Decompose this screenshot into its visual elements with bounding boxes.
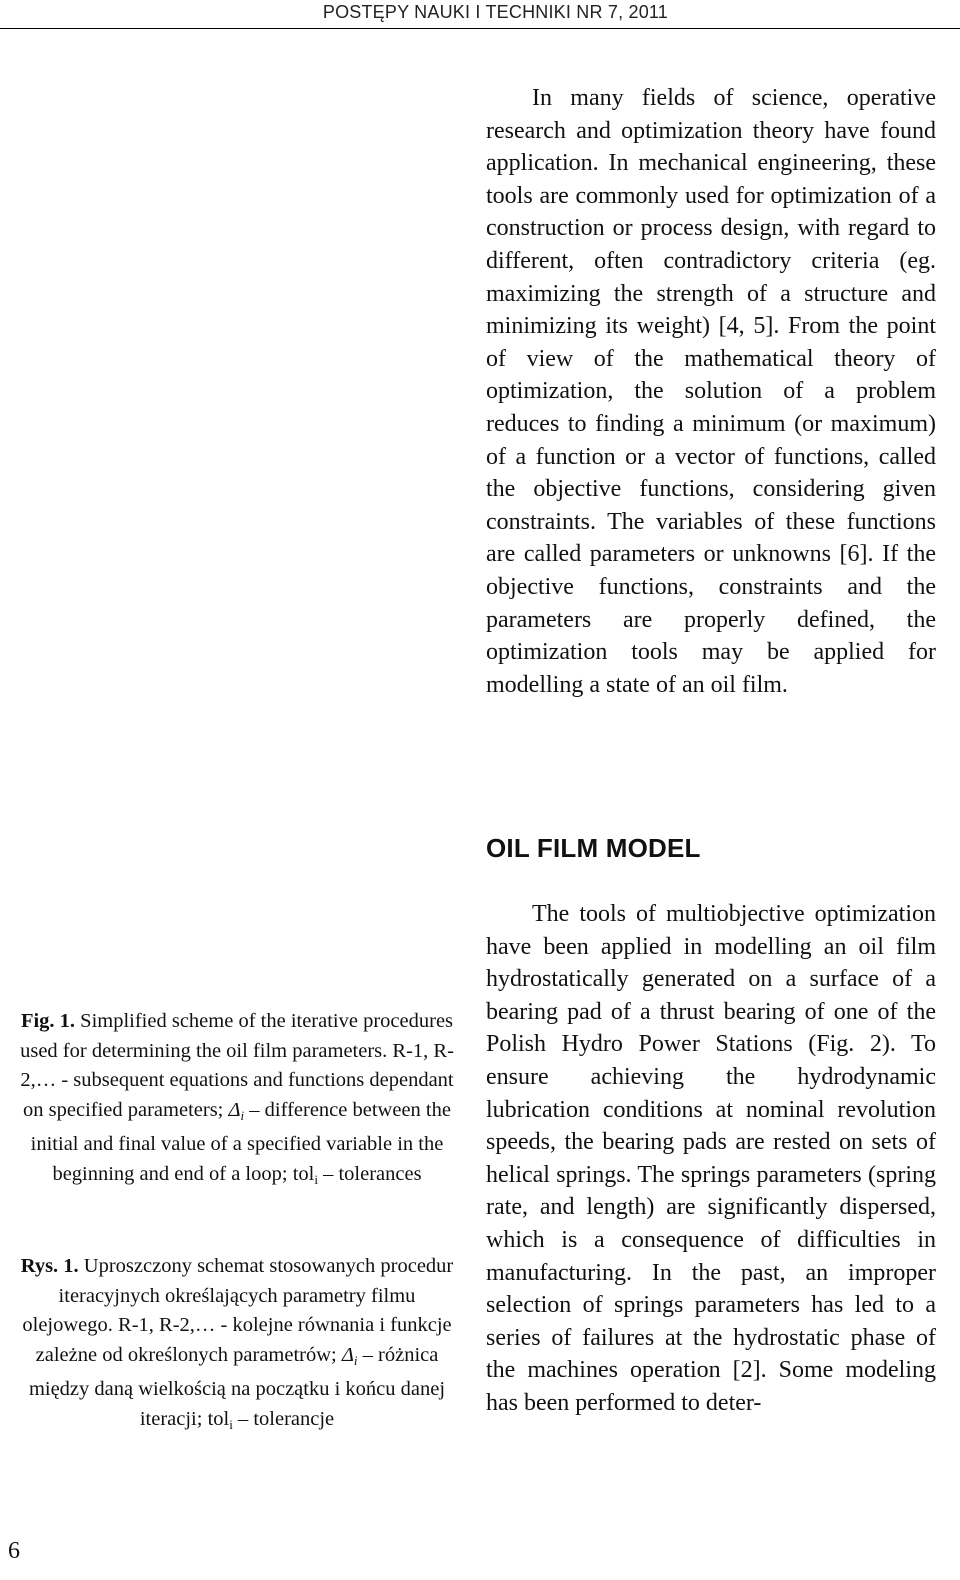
running-header bbox=[0, 0, 960, 29]
section-column bbox=[486, 898, 936, 1420]
caption-pl-label: Rys. 1. bbox=[20, 1255, 79, 1277]
figure-caption-pl bbox=[14, 1252, 460, 1440]
section-heading: OIL FILM MODEL bbox=[486, 833, 701, 863]
caption-en-label: Fig. 1. bbox=[20, 1010, 76, 1032]
figure-caption-en bbox=[14, 1007, 460, 1195]
caption-en-delta-sub: i bbox=[240, 1107, 245, 1123]
intro-paragraph: In many fields of science, operative research and optimization theory have found application. In mechanical engineering, these tools are commonly used for optimization of a construction or process design, with regard to different, often contradictory criteria (eg. maximizing the strength of a structure and minimizing its weight) [4, 5]. From the point of view of the mathematical theory of optimization, the solution of a problem reduces to finding a minimum (or maximum) of a function or a vector of functions, called the objective functions, considering given constraints. The variables of these functions are called parameters or unknowns [6]. If the objective functions, constraints and the parameters are properly defined, the optimization tools may be applied for modelling a state of an oil film. bbox=[486, 85, 936, 698]
caption-en-paragraph bbox=[14, 1007, 460, 1195]
caption-en-text-2: – difference between the initial and final value of a specified variable in the beginning and end of a loop; tol bbox=[30, 1098, 451, 1185]
caption-en-text-3: – tolerances bbox=[317, 1162, 422, 1185]
caption-pl-text-2: – różnica między daną wielkością na początku i końcu danej iteracji; tol bbox=[28, 1343, 446, 1430]
section-paragraph: The tools of multiobjective optimization have been applied in modelling an oil film hydrostatically generated on a surface of a bearing pad of a thrust bearing of one of the Polish Hydro Power Stations (Fig. 2). To ensure achieving the hydrodynamic lubrication conditions at nominal revolution speeds, the bearing pads are rested on sets of helical springs. The springs parameters (spring rate, and length) are significantly dispersed, which is a consequence of difficulties in manufacturing. In the past, an improper selection of springs parameters has led to a series of failures at the hydrostatic phase of the machines operation [2]. Some modeling has been performed to deter- bbox=[486, 901, 936, 1416]
caption-en-delta: Δ bbox=[228, 1098, 241, 1121]
caption-en-text-1: Simplified scheme of the iterative procedures used for determining the oil film parameters. R-1, R-2,… - subsequent equations and functions dependant on specified parameters; bbox=[20, 1010, 454, 1121]
caption-pl-text-3: – tolerancje bbox=[232, 1407, 335, 1430]
caption-en-tol-sub: i bbox=[314, 1171, 318, 1187]
caption-pl-delta-sub: i bbox=[353, 1352, 358, 1368]
caption-pl-paragraph bbox=[14, 1252, 460, 1440]
page-number: 6 bbox=[8, 1538, 20, 1564]
journal-title: POSTĘPY NAUKI I TECHNIKI NR 7, 2011 bbox=[322, 2, 668, 22]
caption-pl-tol-sub: i bbox=[229, 1416, 233, 1432]
caption-pl-delta: Δ bbox=[341, 1343, 354, 1366]
intro-column bbox=[486, 82, 936, 701]
caption-pl-text-1: Uproszczony schemat stosowanych procedur iteracyjnych określających parametry filmu olejowego. R-1, R-2,… - kolejne równania i funkcje zależne od określonych parametrów; bbox=[22, 1255, 454, 1366]
